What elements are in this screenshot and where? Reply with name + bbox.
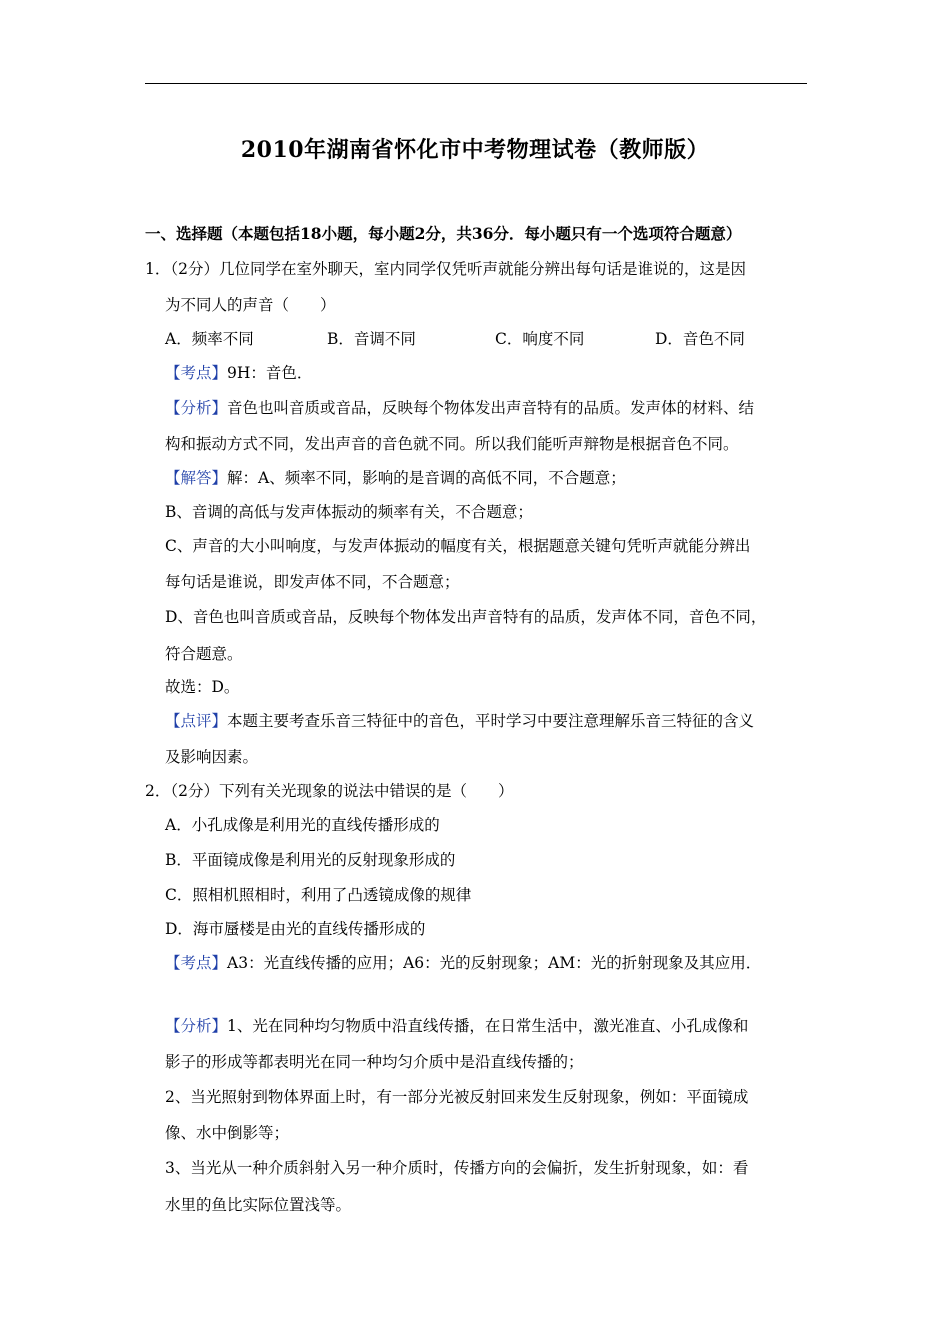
kaodian-tag: 【考点】 [165, 364, 228, 382]
q2-fenxi [165, 1016, 748, 1036]
q1-jieda-line2: B、音调的高低与发声体振动的频率有关，不合题意； [165, 503, 533, 521]
q2-fenxi-line2: 影子的形成等都表明光在同一种均匀介质中是沿直线传播的； [165, 1053, 584, 1071]
q1-stem-line1: 1．（2分）几位同学在室外聊天，室内同学仅凭听声就能分辨出每句话是谁说的，这是因 [145, 260, 746, 278]
q1-fenxi [165, 398, 754, 418]
q2-fenxi-line4: 像、水中倒影等； [165, 1124, 290, 1142]
q2-option-d: D．海市蜃楼是由光的直线传播形成的 [165, 920, 426, 938]
q2-stem: 2．（2分）下列有关光现象的说法中错误的是（ ） [145, 782, 514, 800]
q2-kaodian [165, 953, 761, 973]
q2-kaodian-text: A3：光直线传播的应用；A6：光的反射现象；AM：光的折射现象及其应用． [227, 954, 762, 972]
q1-option-d: D．音色不同 [655, 330, 745, 348]
q1-jieda-line7: 故选：D。 [165, 678, 240, 696]
q1-jieda-line5: D、音色也叫音质或音品，反映每个物体发出声音特有的品质，发声体不同，音色不同， [165, 608, 767, 626]
dianping-tag: 【点评】 [165, 712, 228, 730]
q1-dianping-line1: 本题主要考查乐音三特征中的音色，平时学习中要注意理解乐音三特征的含义 [227, 712, 755, 730]
q1-kaodian [165, 363, 312, 383]
fenxi-tag: 【分析】 [165, 399, 228, 417]
header-rule [145, 83, 807, 84]
q1-stem-line2: 为不同人的声音（ ） [165, 296, 336, 314]
q1-jieda-line4: 每句话是谁说，即发声体不同，不合题意； [165, 573, 460, 591]
q2-option-a: A．小孔成像是利用光的直线传播形成的 [165, 816, 440, 834]
q1-option-c: C．响度不同 [495, 330, 585, 348]
q2-fenxi-line5: 3、当光从一种介质斜射入另一种介质时，传播方向的会偏折，发生折射现象，如：看 [165, 1159, 749, 1177]
jieda-tag: 【解答】 [165, 469, 228, 487]
page-title: 2010年湖南省怀化市中考物理试卷（教师版） [240, 137, 710, 163]
q1-jieda-line6: 符合题意。 [165, 645, 243, 663]
fenxi-tag: 【分析】 [165, 1017, 228, 1035]
kaodian-tag: 【考点】 [165, 954, 228, 972]
q1-option-a: A．频率不同 [165, 330, 254, 348]
q1-dianping [165, 711, 754, 731]
q2-option-b: B．平面镜成像是利用光的反射现象形成的 [165, 851, 456, 869]
q1-jieda [165, 468, 626, 488]
section-heading: 一、选择题（本题包括18小题，每小题2分，共36分．每小题只有一个选项符合题意） [145, 224, 742, 243]
q1-dianping-line2: 及影响因素。 [165, 748, 259, 766]
q2-fenxi-line6: 水里的鱼比实际位置浅等。 [165, 1196, 352, 1214]
q1-jieda-line1: 解：A、频率不同，影响的是音调的高低不同，不合题意； [227, 469, 626, 487]
q1-jieda-line3: C、声音的大小叫响度，与发声体振动的幅度有关，根据题意关键句凭听声就能分辨出 [165, 537, 751, 555]
q2-fenxi-line1: 1、光在同种均匀物质中沿直线传播，在日常生活中，激光准直、小孔成像和 [227, 1017, 749, 1035]
q2-option-c: C．照相机照相时，利用了凸透镜成像的规律 [165, 886, 472, 904]
q1-fenxi-line1: 音色也叫音质或音品，反映每个物体发出声音特有的品质。发声体的材料、结 [227, 399, 755, 417]
q2-fenxi-line3: 2、当光照射到物体界面上时，有一部分光被反射回来发生反射现象，例如：平面镜成 [165, 1088, 749, 1106]
q1-fenxi-line2: 构和振动方式不同，发出声音的音色就不同。所以我们能听声辩物是根据音色不同。 [165, 435, 739, 453]
q1-option-b: B．音调不同 [327, 330, 416, 348]
q1-kaodian-text: 9H：音色． [227, 364, 313, 382]
